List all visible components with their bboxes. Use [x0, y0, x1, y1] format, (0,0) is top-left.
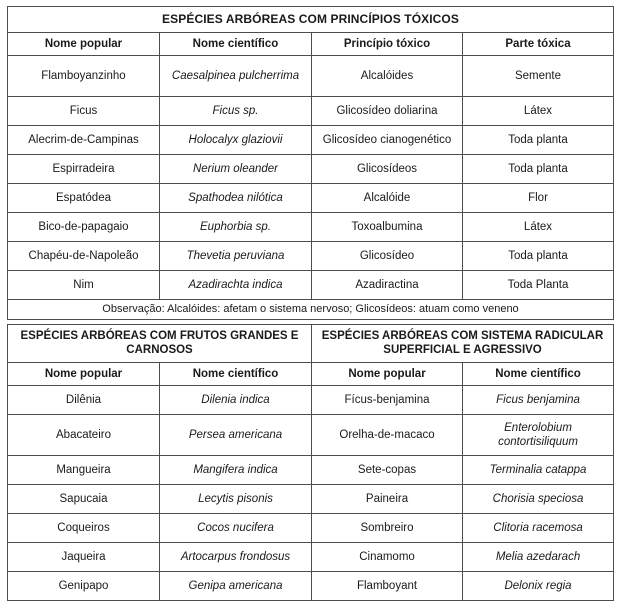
cell-fruits-nome-popular: Dilênia [8, 385, 160, 414]
table-row [8, 241, 614, 270]
roots-table-title: ESPÉCIES ARBÓREAS COM SISTEMA RADICULAR SUPERFICIAL E AGRESSIVO [312, 325, 614, 363]
cell-parte-toxica: Látex [463, 212, 614, 241]
cell-fruits-nome-cientifico: Mangifera indica [160, 455, 312, 484]
column-header-roots-nome-popular: Nome popular [312, 362, 463, 385]
table-title-row [8, 7, 614, 33]
cell-principio-toxico: Alcalóide [312, 183, 463, 212]
cell-nome-cientifico: Holocalyx glaziovii [160, 125, 312, 154]
toxic-table-observation: Observação: Alcalóides: afetam o sistema nervoso; Glicosídeos: atuam como veneno [8, 299, 614, 319]
cell-fruits-nome-popular: Sapucaia [8, 484, 160, 513]
cell-roots-nome-cientifico: Delonix regia [463, 571, 614, 600]
cell-fruits-nome-popular: Genipapo [8, 571, 160, 600]
cell-principio-toxico: Glicosídeo cianogenético [312, 125, 463, 154]
section-titles-row [8, 325, 614, 363]
column-header-fruits-nome-popular: Nome popular [8, 362, 160, 385]
cell-fruits-nome-popular: Mangueira [8, 455, 160, 484]
cell-nome-popular: Chapéu-de-Napoleão [8, 241, 160, 270]
cell-fruits-nome-cientifico: Artocarpus frondosus [160, 542, 312, 571]
table-row [8, 183, 614, 212]
cell-roots-nome-popular: Sombreiro [312, 513, 463, 542]
column-header-nome-popular: Nome popular [8, 32, 160, 55]
cell-fruits-nome-popular: Coqueiros [8, 513, 160, 542]
cell-roots-nome-popular: Fícus-benjamina [312, 385, 463, 414]
cell-parte-toxica: Látex [463, 96, 614, 125]
cell-roots-nome-popular: Paineira [312, 484, 463, 513]
table-row [8, 571, 614, 600]
column-header-principio-toxico: Princípio tóxico [312, 32, 463, 55]
cell-roots-nome-cientifico: Chorisia speciosa [463, 484, 614, 513]
cell-nome-popular: Nim [8, 270, 160, 299]
cell-parte-toxica: Flor [463, 183, 614, 212]
observation-row [8, 299, 614, 319]
cell-principio-toxico: Toxoalbumina [312, 212, 463, 241]
toxic-species-table [7, 6, 614, 320]
cell-nome-cientifico: Thevetia peruviana [160, 241, 312, 270]
cell-nome-popular: Espatódea [8, 183, 160, 212]
cell-nome-popular: Espirradeira [8, 154, 160, 183]
cell-roots-nome-popular: Orelha-de-macaco [312, 414, 463, 455]
cell-roots-nome-cientifico: Clitoria racemosa [463, 513, 614, 542]
table-row [8, 414, 614, 455]
table-row [8, 513, 614, 542]
cell-principio-toxico: Azadiractina [312, 270, 463, 299]
cell-roots-nome-popular: Cinamomo [312, 542, 463, 571]
table-row [8, 96, 614, 125]
cell-principio-toxico: Alcalóides [312, 55, 463, 96]
table-header-row [8, 362, 614, 385]
cell-nome-cientifico: Spathodea nilótica [160, 183, 312, 212]
cell-nome-cientifico: Nerium oleander [160, 154, 312, 183]
fruits-table-title: ESPÉCIES ARBÓREAS COM FRUTOS GRANDES E CARNOSOS [8, 325, 312, 363]
cell-fruits-nome-cientifico: Persea americana [160, 414, 312, 455]
cell-roots-nome-cientifico: Terminalia catappa [463, 455, 614, 484]
cell-nome-cientifico: Caesalpinea pulcherrima [160, 55, 312, 96]
cell-roots-nome-popular: Sete-copas [312, 455, 463, 484]
cell-parte-toxica: Toda Planta [463, 270, 614, 299]
column-header-fruits-nome-cientifico: Nome científico [160, 362, 312, 385]
table-row [8, 154, 614, 183]
cell-nome-cientifico: Euphorbia sp. [160, 212, 312, 241]
cell-fruits-nome-cientifico: Genipa americana [160, 571, 312, 600]
table-row [8, 484, 614, 513]
column-header-roots-nome-cientifico: Nome científico [463, 362, 614, 385]
cell-roots-nome-cientifico: Enterolobium contortisiliquum [463, 414, 614, 455]
toxic-table-title: ESPÉCIES ARBÓREAS COM PRINCÍPIOS TÓXICOS [8, 7, 614, 33]
cell-nome-popular: Bico-de-papagaio [8, 212, 160, 241]
column-header-parte-toxica: Parte tóxica [463, 32, 614, 55]
cell-parte-toxica: Toda planta [463, 125, 614, 154]
cell-principio-toxico: Glicosídeo [312, 241, 463, 270]
cell-fruits-nome-popular: Abacateiro [8, 414, 160, 455]
cell-parte-toxica: Toda planta [463, 241, 614, 270]
cell-nome-cientifico: Ficus sp. [160, 96, 312, 125]
cell-principio-toxico: Glicosídeos [312, 154, 463, 183]
cell-roots-nome-cientifico: Ficus benjamina [463, 385, 614, 414]
cell-nome-cientifico: Azadirachta indica [160, 270, 312, 299]
cell-parte-toxica: Toda planta [463, 154, 614, 183]
table-row [8, 125, 614, 154]
table-row [8, 455, 614, 484]
table-row [8, 270, 614, 299]
cell-nome-popular: Flamboyanzinho [8, 55, 160, 96]
table-row [8, 55, 614, 96]
cell-nome-popular: Alecrim-de-Campinas [8, 125, 160, 154]
cell-fruits-nome-popular: Jaqueira [8, 542, 160, 571]
table-header-row [8, 32, 614, 55]
cell-roots-nome-cientifico: Melia azedarach [463, 542, 614, 571]
table-row [8, 542, 614, 571]
fruits-and-roots-table [7, 324, 614, 601]
column-header-nome-cientifico: Nome científico [160, 32, 312, 55]
cell-principio-toxico: Glicosídeo doliarina [312, 96, 463, 125]
cell-roots-nome-popular: Flamboyant [312, 571, 463, 600]
cell-fruits-nome-cientifico: Lecytis pisonis [160, 484, 312, 513]
cell-parte-toxica: Semente [463, 55, 614, 96]
cell-nome-popular: Ficus [8, 96, 160, 125]
cell-fruits-nome-cientifico: Dilenia indica [160, 385, 312, 414]
table-row [8, 212, 614, 241]
table-row [8, 385, 614, 414]
cell-fruits-nome-cientifico: Cocos nucifera [160, 513, 312, 542]
